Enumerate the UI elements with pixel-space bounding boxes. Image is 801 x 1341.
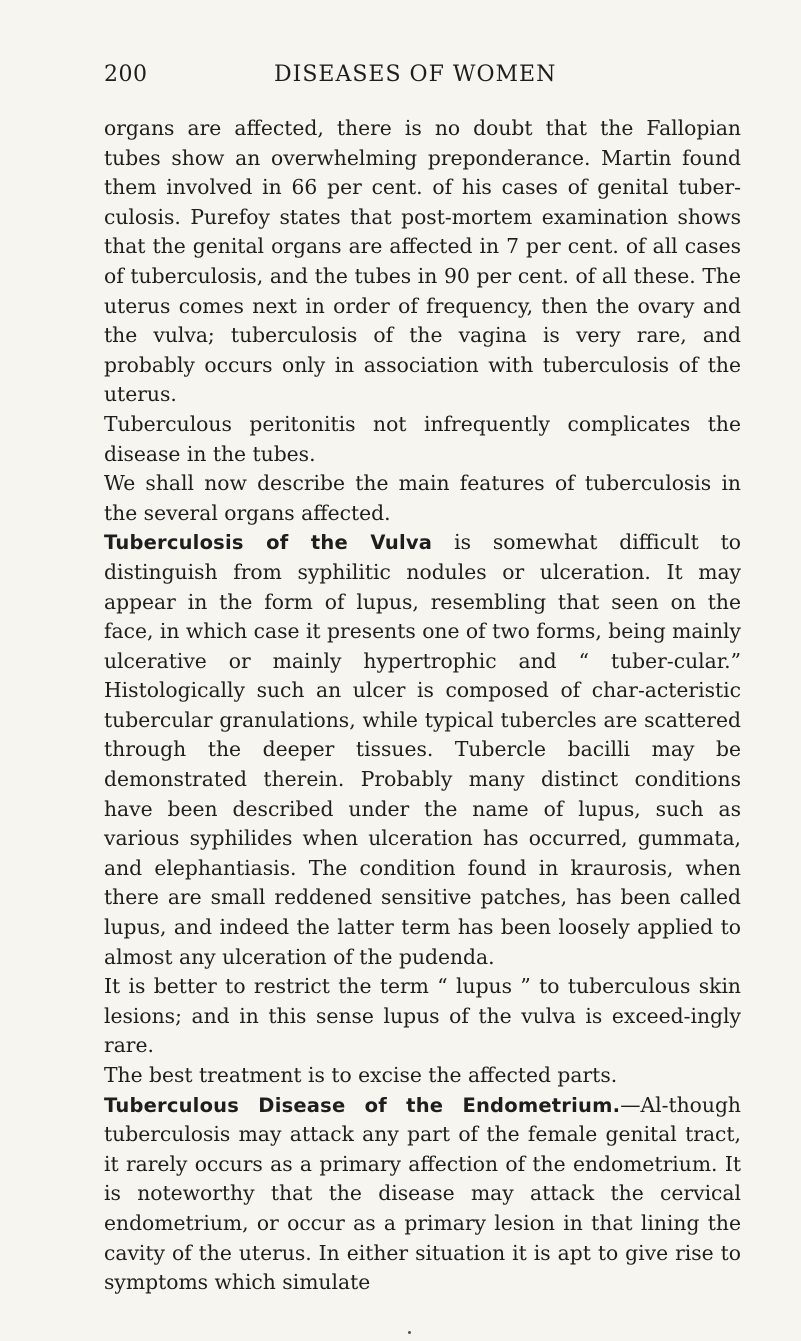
section-heading-endometrium: Tuberculous Disease of the Endometrium. [104,1093,621,1117]
paragraph-6-text: The best treatment is to excise the affected parts. [104,1063,618,1087]
paragraph-2-text: Tuberculous peritonitis not infrequently complicates the disease in the tubes. [104,411,741,466]
paragraph-3-text: We shall now describe the main features of tuberculosis in the several organs affected. [104,471,741,525]
paragraph-5 [104,972,741,1061]
paragraph-1-text: organs are affected, there is no doubt that the Fallopian tubes show an overwhelming preponderance. Martin found them involved in 66 per cent. of his cases of genital tuber-culosis. Purefoy states that post-mortem examination shows that the genital organs are affected in 7 per cent. of all cases of tuberculosis, and the tubes in 90 per cent. of all these. The uterus comes next in order of frequency, then the ovary and the vulva; tuberculosis of the vagina is very rare, and probably occurs only in association with tuberculosis of the uterus. [104,116,741,407]
page-header [104,62,741,102]
paragraph-4-text: is somewhat difficult to distinguish from syphilitic nodules or ulceration. It may appear in the form of lupus, resembling that seen on the face, in which case it presents one of two forms, being mainly ulcerative or mainly hypertrophic and “ tuber-cular.” Histologically such an ulcer is composed of char-acteristic tubercular granulations, while typical tubercles are scattered through the deeper tissues. Tubercle bacilli may be demonstrated therein. Probably many distinct conditions have been described under the name of lupus, such as various syphilides when ulceration has occurred, gummata, and elephantiasis. The condition found in kraurosis, when there are small reddened sensitive patches, has been called lupus, and indeed the latter term has been loosely applied to almost any ulceration of the pudenda. [104,530,741,969]
paragraph-7-text: —Al-though tuberculosis may attack any part of the female genital tract, it rarely occurs as a primary affection of the endometrium. It is noteworthy that the disease may attack the cervical endometrium, or occur as a primary lesion in that lining the cavity of the uterus. In either situation it is apt to give rise to symptoms which simulate [104,1092,741,1295]
page-number: 200 [104,62,148,87]
paragraph-6 [104,1061,741,1091]
paragraph-2 [104,410,741,469]
paragraph-7 [104,1091,741,1298]
running-head: DISEASES OF WOMEN [274,62,557,87]
paragraph-4 [104,528,741,972]
paragraph-5-text: It is better to restrict the term “ lupus ” to tuberculous skin lesions; and in this sense lupus of the vulva is exceed-ingly rare. [104,974,741,1058]
paragraph-1 [104,114,741,410]
section-heading-vulva: Tuberculosis of the Vulva [104,531,433,555]
body-text [104,114,741,1298]
paragraph-3 [104,469,741,528]
printing-speck [408,1331,411,1334]
